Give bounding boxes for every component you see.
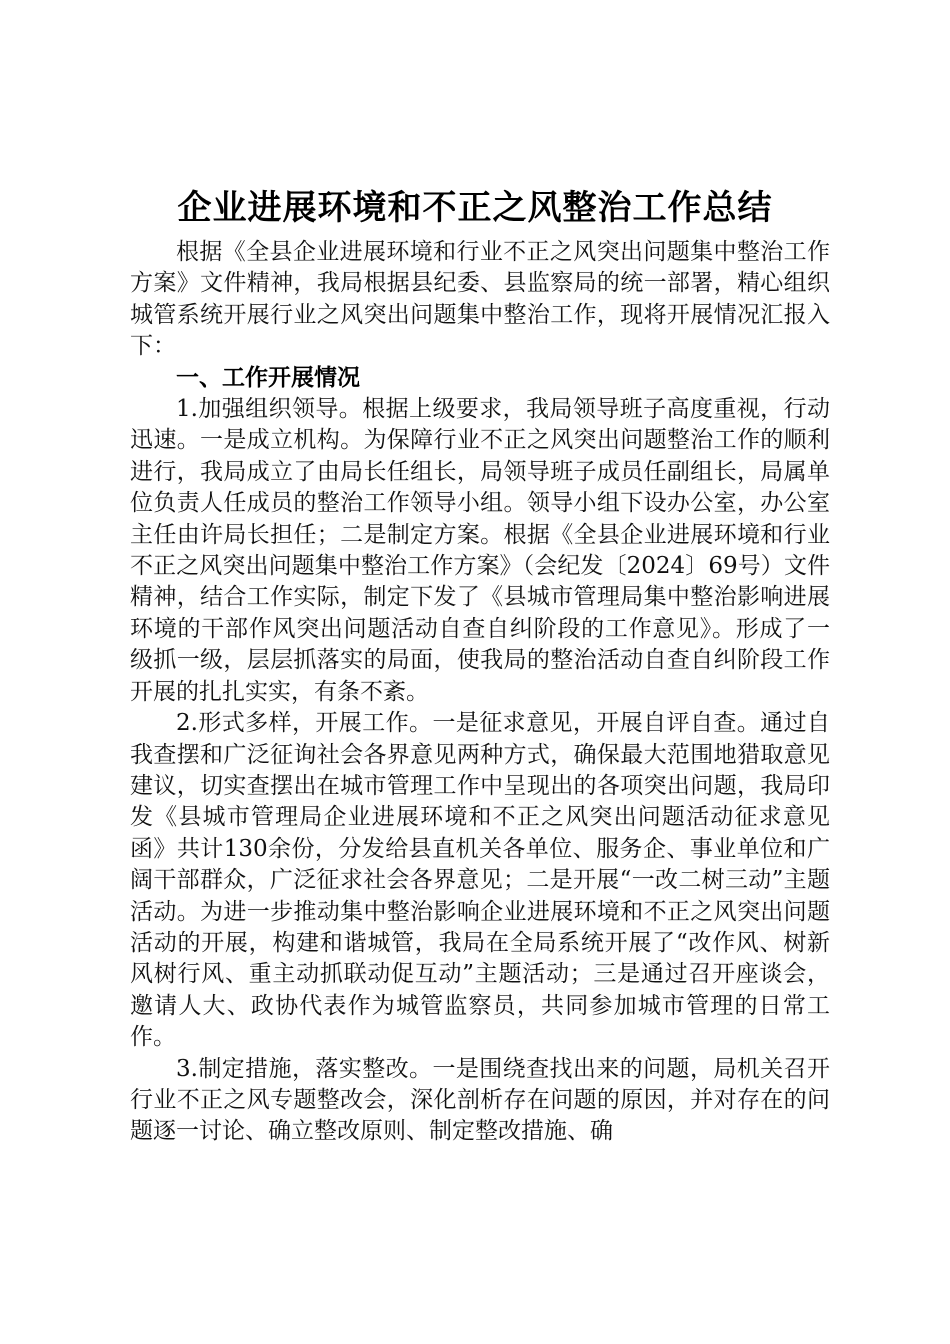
section-heading-work-status: 一、工作开展情况 — [176, 364, 360, 391]
paragraph-item-1: 1.加强组织领导。根据上级要求，我局领导班子高度重视，行动迅速。一是成立机构。为保障行业不正之风突出问题整治工作的顺利进行，我局成立了由局长任组长，局领导班子成员任副组长，局属单位负责人任成员的整治工作领导小组。领导小组下设办公室，办公室主任由许局长担任；二是制定方案。根据《全县企业进展环境和行业不正之风突出问题集中整治工作方案》（会纪发〔2024〕69号）文件精神，结合工作实际，制定下发了《县城市管理局集中整治影响进展环境的干部作风突出问题活动自查自纠阶段的工作意见》。形成了一级抓一级，层层抓落实的局面，使我局的整治活动自查自纠阶段工作开展的扎扎实实，有条不紊。 — [130, 396, 830, 705]
document-title: 企业进展环境和不正之风整治工作总结 — [177, 188, 773, 228]
paragraph-item-3: 3.制定措施，落实整改。一是围绕查找出来的问题，局机关召开行业不正之风专题整改会，深化剖析存在问题的原因，并对存在的问题逐一讨论、确立整改原则、制定整改措施、确 — [130, 1055, 830, 1145]
intro-paragraph: 根据《全县企业进展环境和行业不正之风突出问题集中整治工作方案》文件精神，我局根据县纪委、县监察局的统一部署，精心组织城管系统开展行业之风突出问题集中整治工作，现将开展情况汇报入下： — [130, 239, 830, 360]
paragraph-item-2: 2.形式多样，开展工作。一是征求意见，开展自评自查。通过自我查摆和广泛征询社会各界意见两种方式，确保最大范围地猎取意见建议，切实查摆出在城市管理工作中呈现出的各项突出问题，我局印发《县城市管理局企业进展环境和不正之风突出问题活动征求意见函》共计130余份，分发给县直机关各单位、服务企、事业单位和广阔干部群众，广泛征求社会各界意见；二是开展“一改二树三动”主题活动。为进一步推动集中整治影响企业进展环境和不正之风突出问题活动的开展，构建和谐城管，我局在全局系统开展了“改作风、树新风树行风、重主动抓联动促互动”主题活动；三是通过召开座谈会，邀请人大、政协代表作为城管监察员，共同参加城市管理的日常工作。 — [130, 710, 830, 1051]
document-body — [130, 237, 830, 1148]
